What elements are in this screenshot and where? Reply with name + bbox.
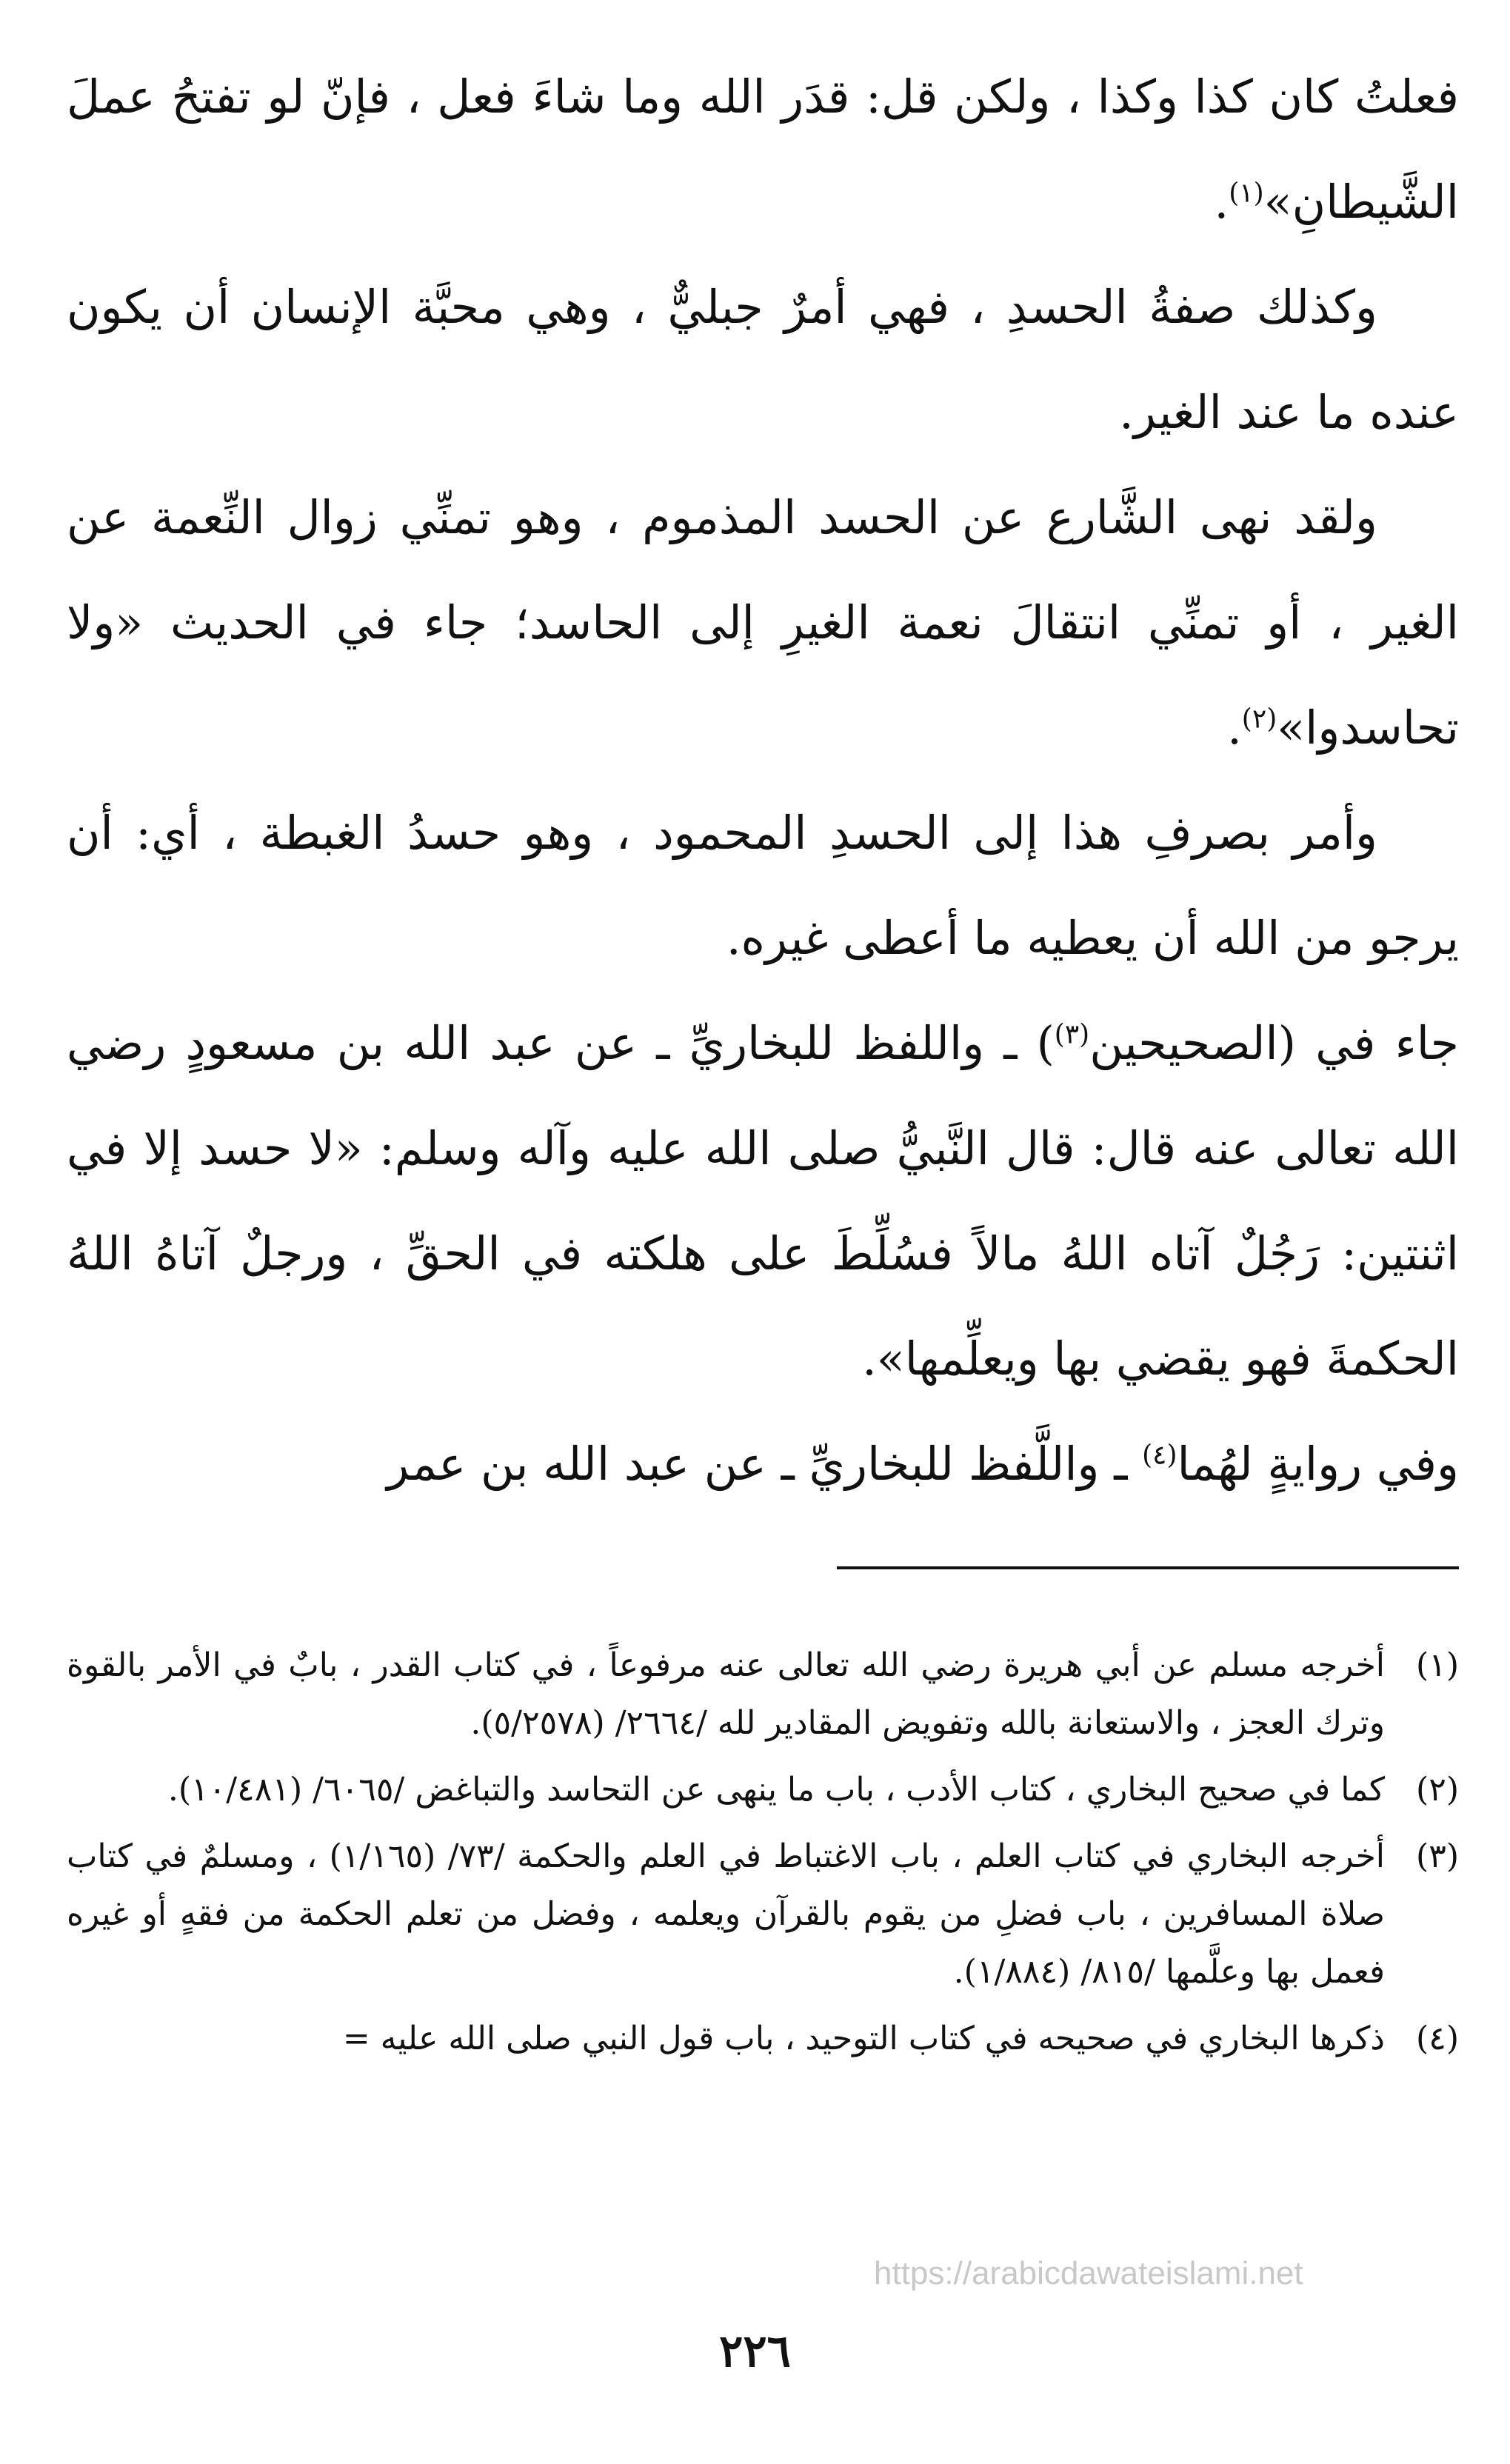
footnote-ref-3[interactable]: (٣) — [1054, 1019, 1090, 1050]
book-page — [67, 44, 1459, 2414]
paragraph-6 — [67, 1412, 1459, 1517]
paragraph-4 — [67, 781, 1459, 991]
footnote-text: أخرجه البخاري في كتاب العلم ، باب الاغتباط في العلم والحكمة /٧٣/ (١/١٦٥) ، ومسلمٌ في كتاب صلاة المسافرين ، باب فضلِ من يقوم بالقرآن ويعلمه ، وفضل من تعلم الحكمة من فقهٍ أو غيره فعمل بها وعلَّمها /٨١٥/ (١/٨٨٤). — [67, 1837, 1385, 1991]
footnote-3 — [67, 1828, 1459, 2001]
footnote-text: ذكرها البخاري في صحيحه في كتاب التوحيد ، باب قول النبي صلى الله عليه = — [342, 2020, 1385, 2057]
page-number: ٢٢٦ — [719, 2326, 791, 2377]
paragraph-5 — [67, 991, 1459, 1412]
footnote-text: كما في صحيح البخاري ، كتاب الأدب ، باب ما ينهى عن التحاسد والتباغض /٦٠٦٥/ (١٠/٤٨١). — [167, 1771, 1385, 1809]
paragraph-3-text: ولقد نهى الشَّارع عن الحسد المذموم ، وهو تمنِّي زوال النِّعمة عن الغير ، أو تمنِّي انتقالَ نعمة الغيرِ إلى الحاسد؛ جاء في الحديث «ولا تحاسدوا» — [67, 490, 1459, 755]
paragraph-1 — [67, 44, 1459, 255]
paragraph-1-tail: . — [1214, 175, 1229, 229]
footnote-number: (٤) — [1416, 2020, 1459, 2057]
footnote-ref-2[interactable]: (٢) — [1241, 704, 1277, 735]
footnotes — [67, 1637, 1459, 2077]
footnote-4 — [67, 2010, 1459, 2068]
paragraph-6-after: ـ واللَّفظ للبخاريِّ ـ عن عبد الله بن عمر — [387, 1437, 1143, 1491]
paragraph-1-text: فعلتُ كان كذا وكذا ، ولكن قل: قدَر الله وما شاءَ فعل ، فإنّ لو تفتحُ عملَ الشَّيطانِ» — [67, 70, 1459, 229]
paragraph-2-text: وكذلك صفةُ الحسدِ ، فهي أمرٌ جبليٌّ ، وهي محبَّة الإنسان أن يكون عنده ما عند الغير. — [67, 280, 1459, 439]
footnote-ref-1[interactable]: (١) — [1229, 178, 1264, 209]
paragraph-6-before: وفي روايةٍ لهُما — [1177, 1437, 1459, 1491]
paragraph-3-tail: . — [1227, 701, 1242, 755]
paragraph-4-text: وأمر بصرفِ هذا إلى الحسدِ المحمود ، وهو حسدُ الغبطة ، أي: أن يرجو من الله أن يعطيه ما أعطى غيره. — [67, 806, 1459, 965]
footnote-text: أخرجه مسلم عن أبي هريرة رضي الله تعالى عنه مرفوعاً ، في كتاب القدر ، بابٌ في الأمر بالقوة وترك العجز ، والاستعانة بالله وتفويض المقادير لله /٢٦٦٤/ (٥/٢٥٧٨). — [67, 1646, 1385, 1742]
paragraph-2 — [67, 255, 1459, 465]
paragraph-5-before: جاء في (الصحيحين — [1089, 1016, 1459, 1070]
main-text — [67, 44, 1459, 1517]
footnote-2 — [67, 1761, 1459, 1819]
footnote-ref-4[interactable]: (٤) — [1142, 1440, 1177, 1471]
footnote-number: (٢) — [1416, 1771, 1459, 1809]
paragraph-5-after: ) ـ واللفظ للبخاريِّ ـ عن عبد الله بن مسعودٍ رضي الله تعالى عنه قال: قال النَّبيُّ صلى الله عليه وآله وسلم: «لا حسد إلا في اثنتين: رَجُلٌ آتاه اللهُ مالاً فسُلِّطَ على هلكته في الحقِّ ، ورجلٌ آتاهُ اللهُ الحكمةَ فهو يقضي بها ويعلِّمها». — [67, 1016, 1459, 1386]
footnote-1 — [67, 1637, 1459, 1752]
footnote-number: (١) — [1416, 1646, 1459, 1684]
paragraph-3 — [67, 465, 1459, 781]
watermark-url: https://arabicdawateislami.net — [874, 2255, 1303, 2291]
footnote-separator — [837, 1566, 1459, 1569]
footnote-number: (٣) — [1416, 1837, 1459, 1875]
